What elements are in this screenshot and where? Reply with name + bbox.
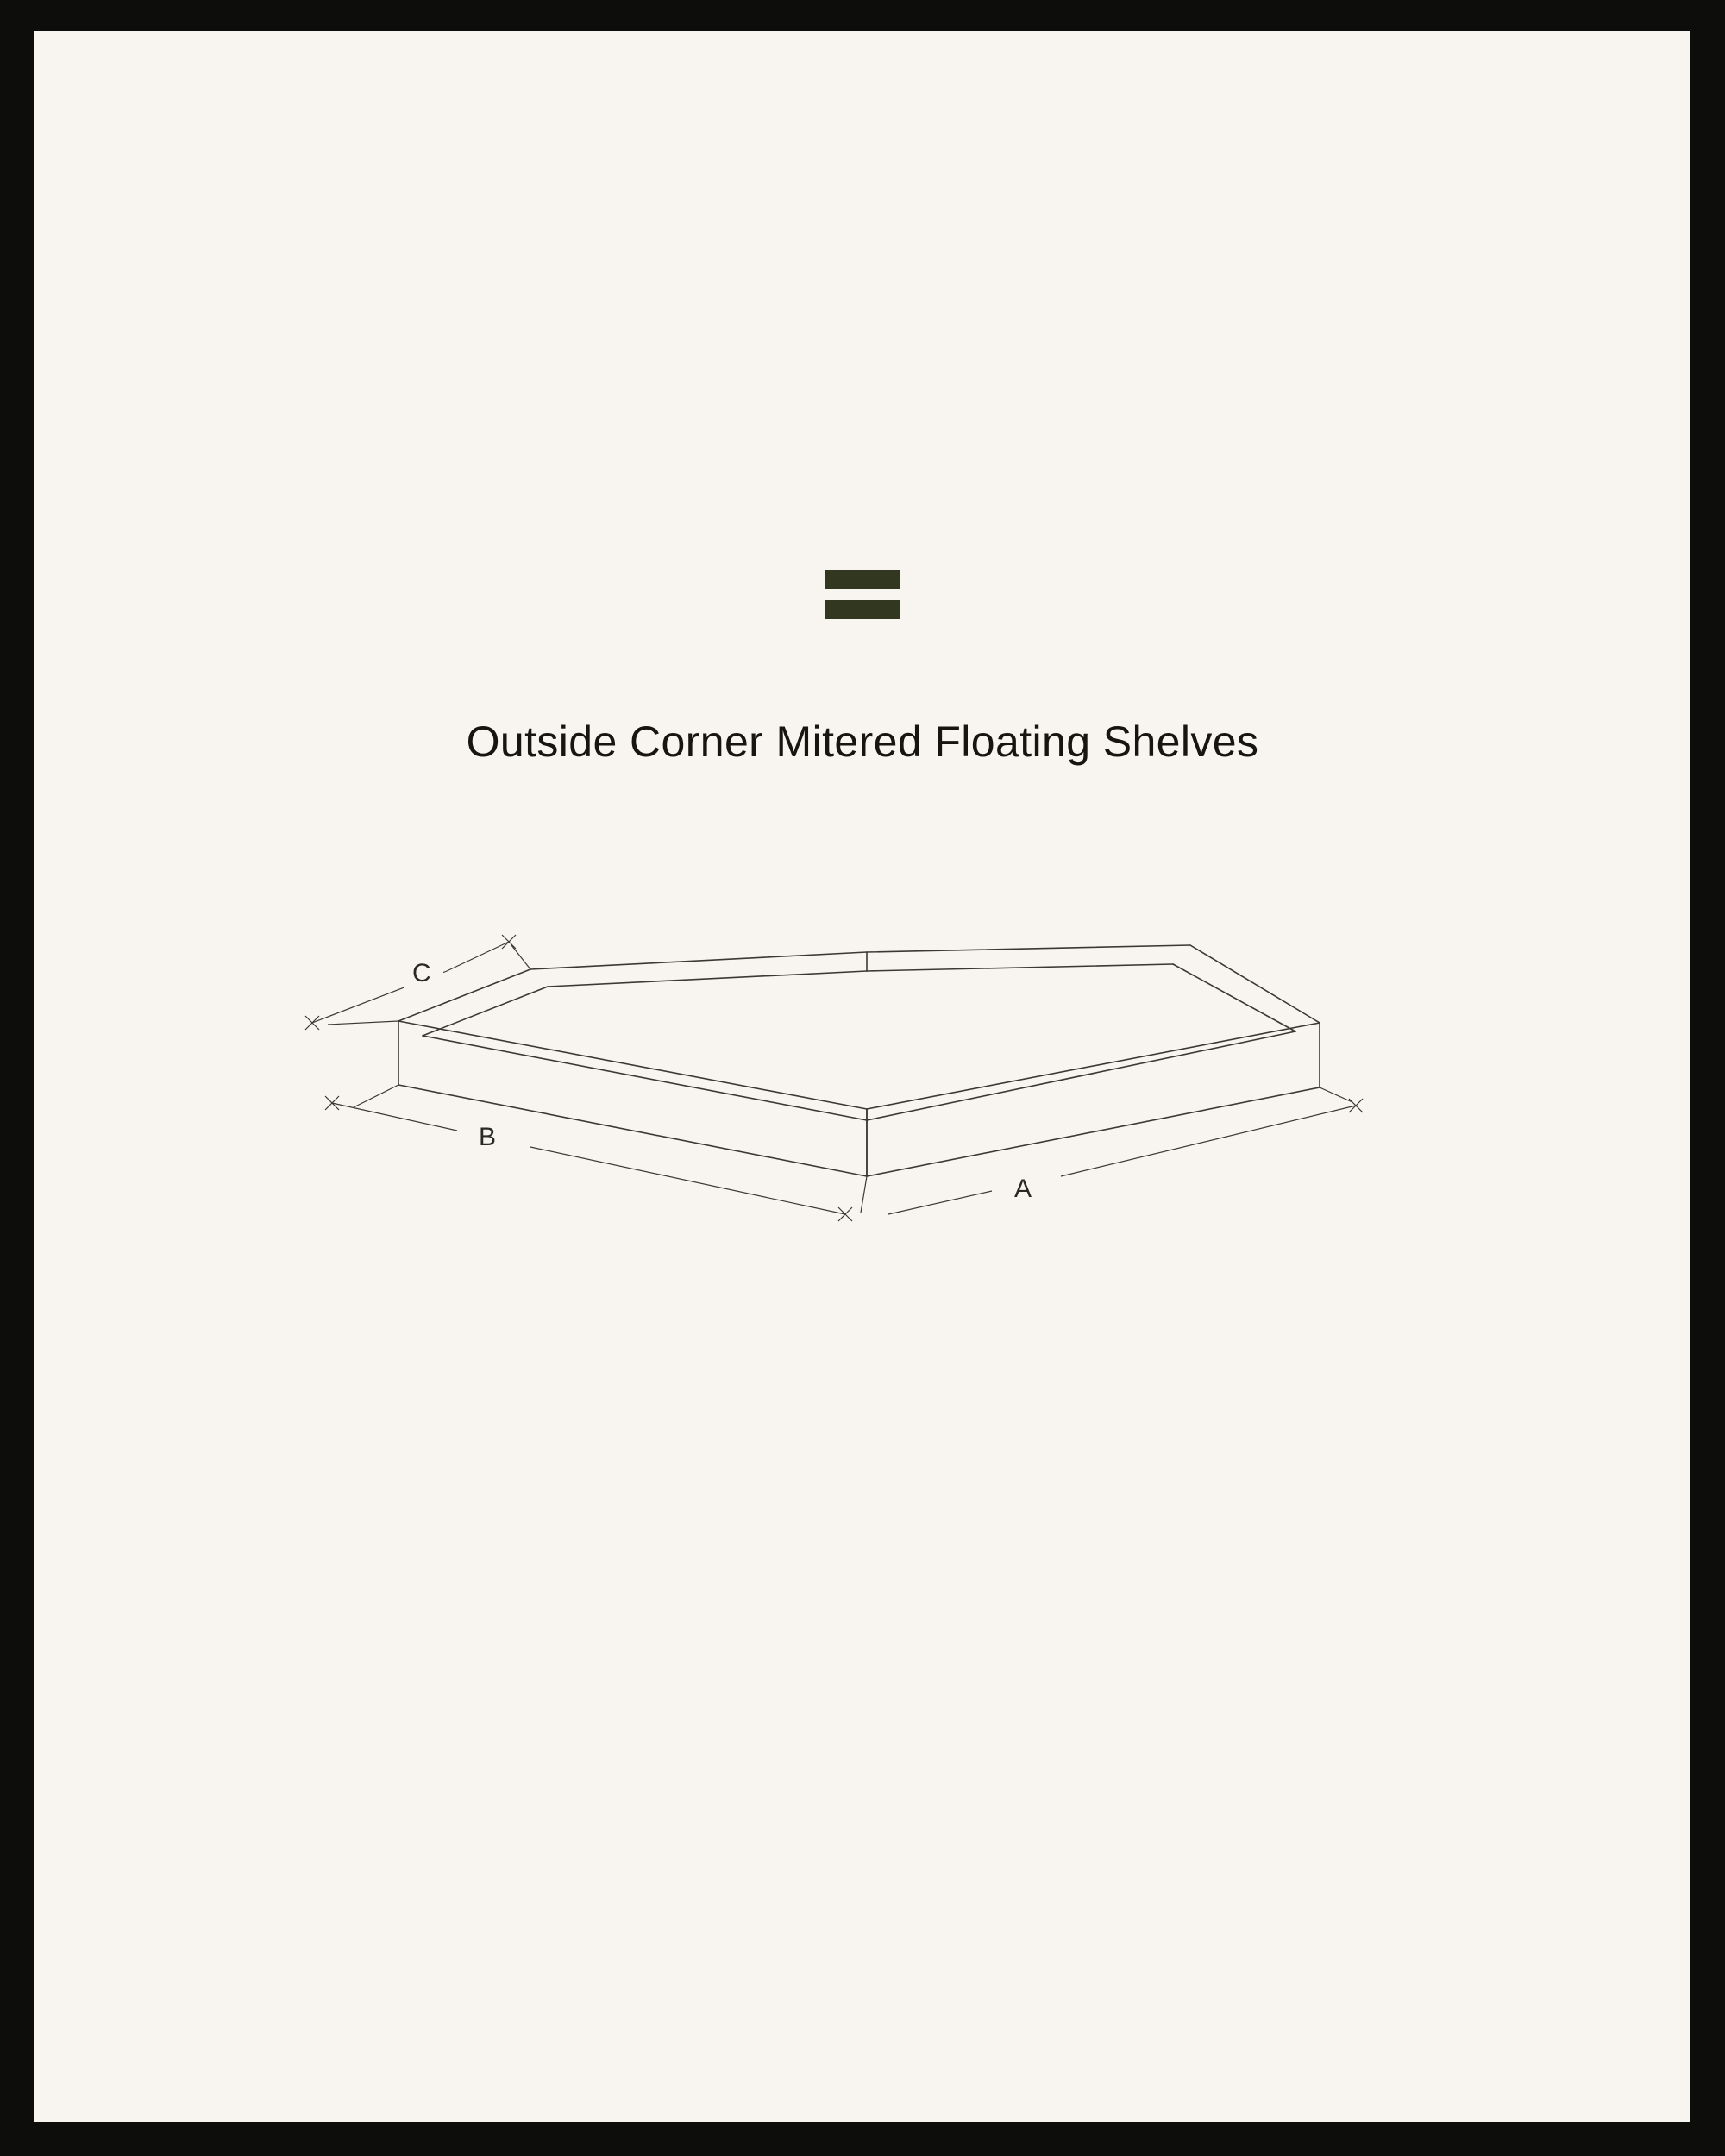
dimension-extension-ticks bbox=[328, 945, 1352, 1213]
right-arm-front-face bbox=[867, 1023, 1320, 1176]
dimension-line-A bbox=[888, 1099, 1363, 1214]
dimension-lines bbox=[305, 935, 1363, 1221]
page-canvas bbox=[34, 31, 1690, 2122]
left-arm-inner-ledge bbox=[423, 971, 867, 1036]
dimension-label-A: A bbox=[1014, 1175, 1032, 1203]
shelf-diagram bbox=[34, 859, 1690, 1566]
dimension-labels bbox=[404, 956, 1048, 1206]
two-bar-logo bbox=[34, 570, 1690, 619]
dimension-label-B: B bbox=[479, 1123, 497, 1151]
left-arm-top-face bbox=[388, 952, 867, 1109]
right-arm-inner-ledge bbox=[867, 964, 1295, 1031]
left-arm-front-face bbox=[398, 1021, 867, 1176]
page-title: Outside Corner Mitered Floating Shelves bbox=[466, 718, 1259, 766]
dimension-label-C: C bbox=[412, 959, 431, 987]
logo-bar-top bbox=[825, 570, 900, 589]
logo-bar-bottom bbox=[825, 600, 900, 619]
shelf-isometric-svg bbox=[302, 859, 1423, 1566]
